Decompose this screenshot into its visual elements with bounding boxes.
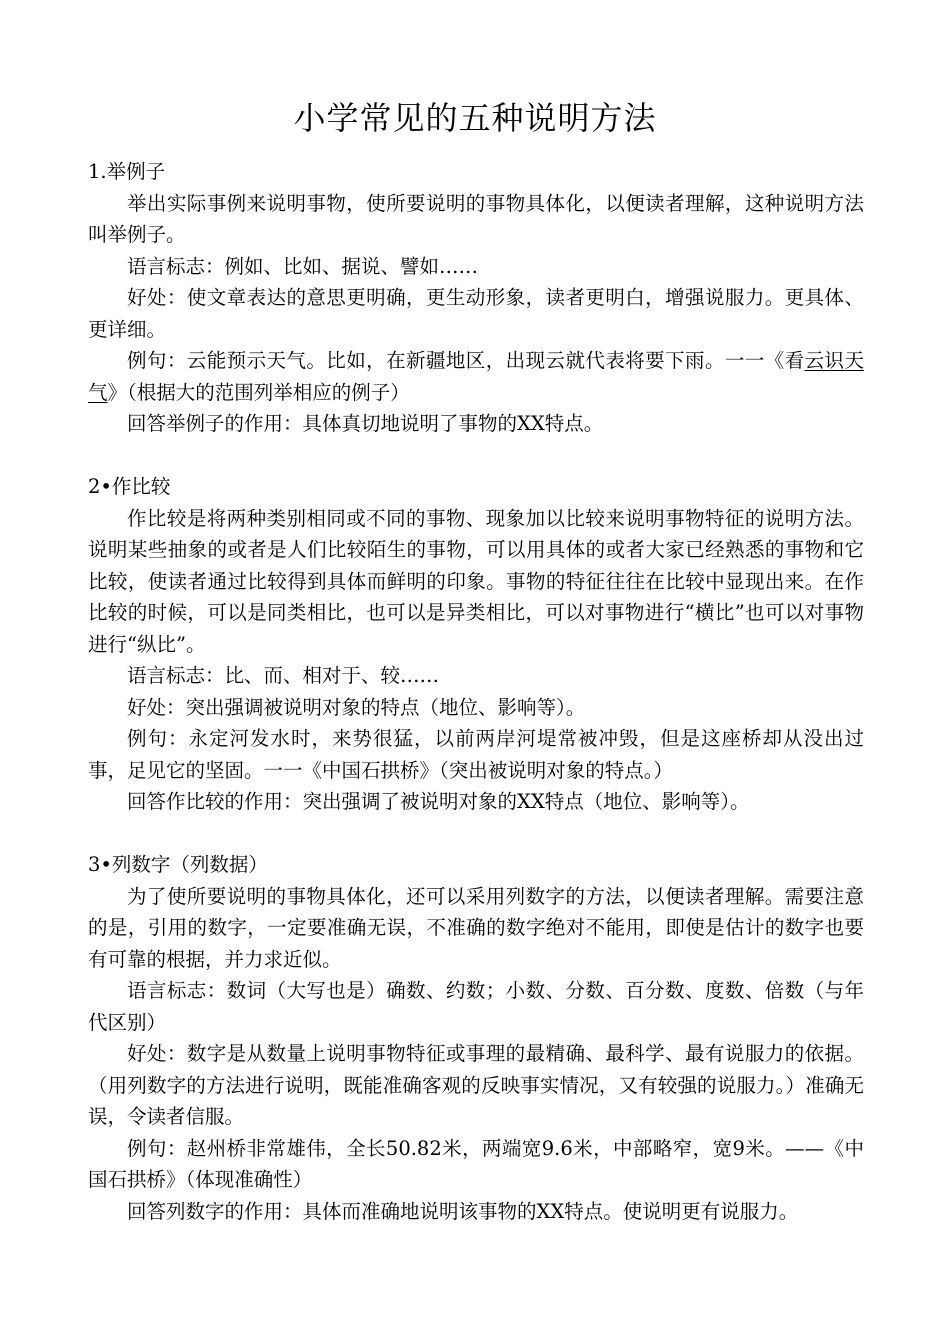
article-link[interactable]: 云识天气: [88, 349, 864, 404]
answer-paragraph: 回答列数字的作用：具体而准确地说明该事物的XX特点。使说明更有说服力。: [127, 1199, 799, 1223]
section-comparison: [88, 471, 864, 818]
definition-paragraph: 举出实际事例来说明事物，使所要说明的事物具体化，以便读者理解，这种说明方法叫举例子。: [88, 191, 864, 246]
example-text-end: 》（根据大的范围列举相应的例子）: [107, 380, 410, 404]
section-numbers: [88, 849, 864, 1227]
definition-paragraph: 为了使所要说明的事物具体化，还可以采用列数字的方法，以便读者理解。需要注意的是，引用的数字，一定要准确无误，不准确的数字绝对不能用，即使是估计的数字也要有可靠的根据，并力求近似。: [88, 884, 864, 971]
answer-paragraph: 回答举例子的作用：具体真切地说明了事物的XX特点。: [127, 412, 604, 435]
section-spacer: [88, 818, 864, 850]
answer-paragraph: 回答作比较的作用：突出强调了被说明对象的XX特点（地位、影响等）。: [127, 790, 750, 813]
example-paragraph: [88, 345, 864, 408]
benefit-paragraph: 好处：使文章表达的意思更明确，更生动形象，读者更明白，增强说服力。更具体、更详细。: [88, 286, 864, 341]
example-paragraph: 例句：赵州桥非常雄伟，全长50.82米，两端宽9.6米，中部略窄，宽9米。——《中国石拱桥》（体现准确性）: [88, 1136, 864, 1191]
section-spacer: [88, 440, 864, 472]
benefit-paragraph: 好处：突出强调被说明对象的特点（地位、影响等）。: [127, 695, 586, 719]
page-title: 小学常见的五种说明方法: [293, 99, 657, 137]
example-text: 例句：云能预示天气。比如，在新疆地区，出现云就代表将要下雨。一一《看: [127, 349, 805, 372]
section-heading: 3•列数字（列数据）: [88, 853, 268, 876]
definition-paragraph: 作比较是将两种类别相同或不同的事物、现象加以比较来说明事物特征的说明方法。说明某些抽象的或者是人们比较陌生的事物，可以用具体的或者大家已经熟悉的事物和它比较，使读者通过比较得到具体而鲜明的印象。事物的特征往往在比较中显现出来。在作比较的时候，可以是同类相比，也可以是异类相比，可以对事物进行“横比”也可以对事物进行“纵比”。: [88, 506, 864, 656]
example-paragraph: 例句：永定河发水时，来势很猛，以前两岸河堤常被冲毁，但是这座桥却从没出过事，足见它的坚固。一一《中国石拱桥》（突出被说明对象的特点。）: [88, 727, 864, 782]
document-body: [88, 156, 864, 1227]
language-markers: 语言标志：比、而、相对于、较……: [127, 664, 440, 687]
section-examples: [88, 156, 864, 440]
language-markers: 语言标志：例如、比如、据说、譬如……: [127, 254, 479, 278]
language-markers: 语言标志：数词（大写也是）确数、约数；小数、分数、百分数、度数、倍数（与年代区别）: [88, 979, 864, 1034]
benefit-paragraph: 好处：数字是从数量上说明事物特征或事理的最精确、最科学、最有说服力的依据。（用列数字的方法进行说明，既能准确客观的反映事实情况，又有较强的说服力。）准确无误，令读者信服。: [88, 1042, 864, 1128]
section-heading: 1.举例子: [88, 160, 166, 183]
section-heading: 2•作比较: [88, 475, 171, 498]
